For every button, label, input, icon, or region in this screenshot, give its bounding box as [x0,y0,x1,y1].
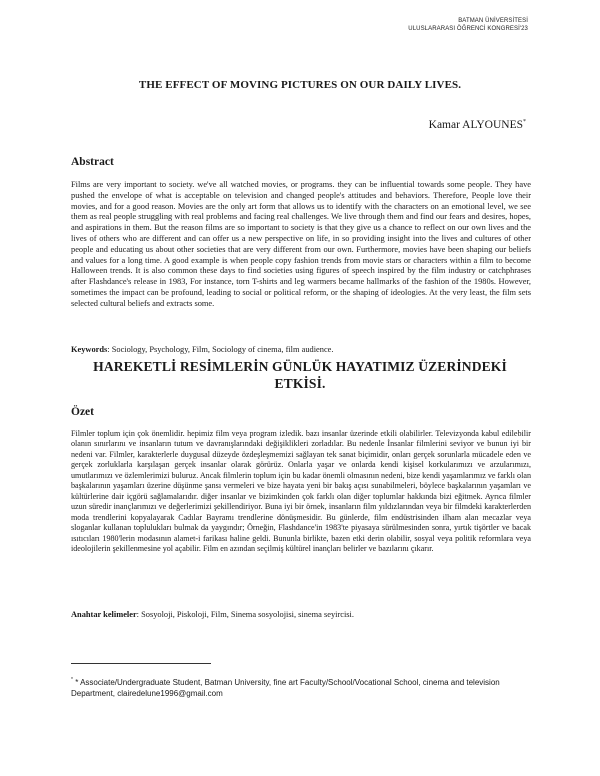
footnote-mark: * [71,677,73,683]
anahtar-kelimeler-line [71,610,531,621]
abstract-body: Films are very important to society. we've all watched movies, or programs. they can be influential towards some people. They have pushed the envelope of what is acceptable on television and changed people's attitudes and behaviors. Therefore, People love their movies, and for a good reason. Movies are the only art form that allows us to identify with the characters on an emotional level, we see them as real people struggling with real problems and facing real challenges. We live through them and find our fears and desires, hopes, and aspirations in them. But the reason films are so important to society is that they give us a chance to reflect on our own lives and the lives of others who are different and can offer us a new perspective on life, in so providing insight into the lives and cultures of other people and educating us about other societies that are very different from our own. Furthermore, movies have been shaping our beliefs and values for a long time. A good example is when people copy fashion trends from movie stars or characters within a film to become Halloween trends. It is also common these days to find societies using figures of speech inspired by the film industry or catchphrases after Flashdance's release in 1983, For instance, torn T-shirts and leg warmers became hallmarks of the fashion of the 1980s. However, sometimes the impact can be profound, leading to social or political reform, or the shaping of ideologies. At the very least, the film sets selected cultural beliefs and extracts some. [71,180,531,308]
ozet-heading: Özet [71,406,94,418]
abstract-heading: Abstract [71,156,114,168]
ozet-body: Filmler toplum için çok önemlidir. hepimiz film veya program izledik. bazı insanlar üzerinde etkili olabilirler. Televizyonda kabul edilebilir olanın sınırlarını ve insanların tutum ve davranışlarındaki değişiklikleri zorladılar. Bu nedenle İnsanlar filmlerini seviyor ve bunun iyi bir nedeni var. Filmler, karakterlerle duygusal düzeyde özdeşleşmemizi sağlayan tek sanat biçimidir, onları gerçek sorunlarla mücadele eden ve gerçek zorluklarla karşılaşan gerçek insanlar olarak görürüz. Onlarla yaşar ve onlarda kendi kişisel korkularımızı ve arzularımızı, umutlarımızı ve özlemlerimizi buluruz. Ancak filmlerin toplum için bu kadar önemli olmasının nedeni, bize kendi yaşamlarımız ve farklı olan başkalarının yaşamları üzerine düşünme şansı vermeleri ve bize hayata yeni bir bakış açısı sunabilmeleri, böylece başkalarının yaşamları ve kültürlerine dair içgörü sağlamalarıdır. diğer insanlar ve bizimkinden çok farklı olan diğer toplumlar hakkında bizi eğitmek. Ayrıca filmler uzun süredir inançlarımızı ve değerlerimizi şekillendiriyor. Buna iyi bir örnek, insanların film yıldızlarından veya bir filmdeki karakterlerden moda trendlerini kopyalayarak Cadılar Bayramı trendlerine dönüşmesidir. Bu günlerde, film endüstrisinden ilham alan mecazlar veya sloganlar kullanan toplulukları bulmak da yaygındır; Örneğin, Flashdance'in 1983'te piyasaya sürülmesinden sonra, yırtık tişörtler ve bacak ısıtıcıları 1980'lerin modasının alamet-i farikası haline geldi. Bununla birlikte, bazen etki derin olabilir, sosyal veya politik reformlara veya ideolojilerin şekillenmesine yol açabilir. Film en azından seçilmiş kültürel inançları belirler ve bazılarını çıkarır. [71,429,531,553]
footnote-divider [71,663,211,664]
footnote-text: * Associate/Undergraduate Student, Batman University, fine art Faculty/School/Vocational School, cinema and television Department, clairedelune1996@gmail.com [71,678,500,698]
author-name-text: Kamar ALYOUNES [428,119,523,131]
author-name [429,119,526,131]
footnote [71,675,536,699]
keywords-line [71,345,531,356]
conference-header-congress: ULUSLARARASI ÖĞRENCİ KONGRESİ'23 [408,26,528,32]
paper-title-english: THE EFFECT OF MOVING PICTURES ON OUR DAILY LIVES. [138,79,462,91]
keywords-list: : Sociology, Psychology, Film, Sociology of cinema, film audience. [107,345,334,354]
anahtar-kelimeler-list: : Sosyoloji, Piskoloji, Film, Sinema sosyolojisi, sinema seyircisi. [136,610,354,619]
author-footnote-mark[interactable]: * [523,119,526,125]
keywords-label: Keywords [71,345,108,354]
paper-title-turkish: HAREKETLİ RESİMLERİN GÜNLÜK HAYATIMIZ ÜZERİNDEKİ ETKİSİ. [93,359,507,391]
anahtar-kelimeler-label: Anahtar kelimeler [71,610,137,619]
conference-header-university: BATMAN ÜNİVERSİTESİ [458,18,528,24]
